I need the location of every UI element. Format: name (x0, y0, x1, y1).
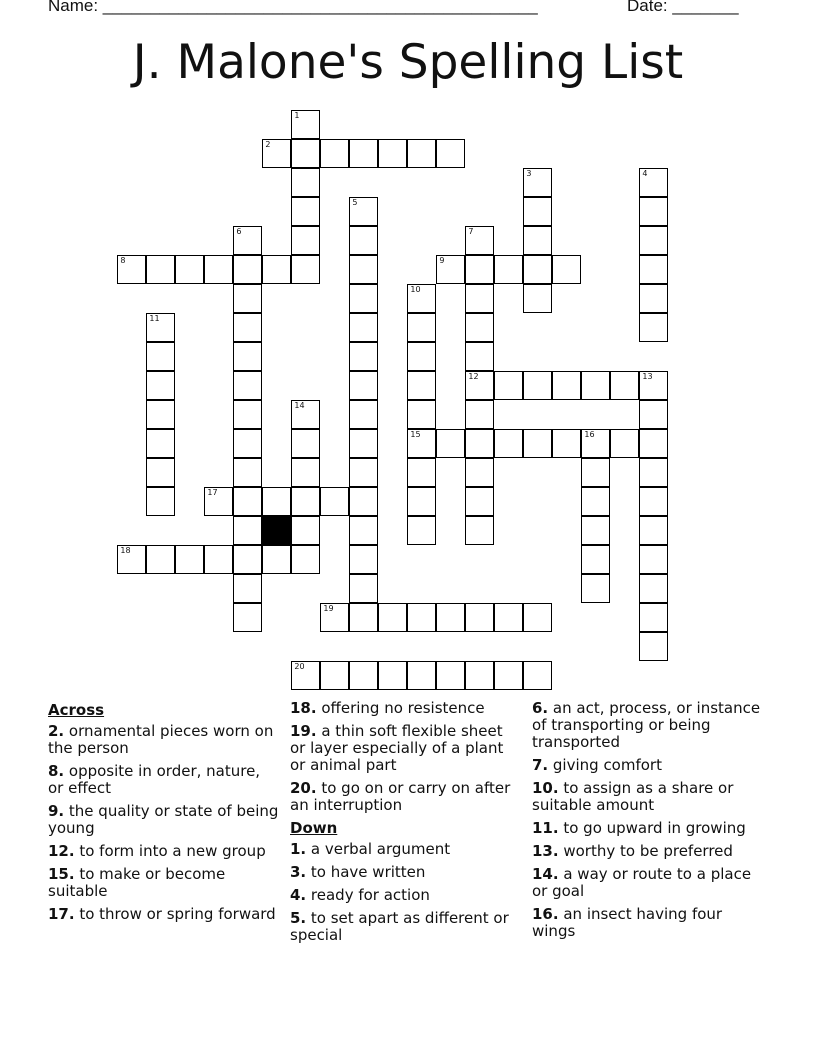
clue-item (290, 841, 522, 858)
grid-cell[interactable] (639, 313, 668, 342)
clue-item (532, 757, 764, 774)
grid-cell[interactable] (233, 342, 262, 371)
clue-item (290, 887, 522, 904)
grid-cell[interactable] (233, 429, 262, 458)
grid-cell[interactable] (610, 371, 639, 400)
clue-number: 17 (207, 488, 218, 498)
clue-number-label: 2. (48, 722, 65, 740)
grid-cell[interactable] (233, 371, 262, 400)
grid-cell[interactable] (407, 342, 436, 371)
grid-cell[interactable] (349, 400, 378, 429)
grid-cell[interactable] (233, 487, 262, 516)
grid-cell[interactable] (523, 284, 552, 313)
grid-cell[interactable] (175, 545, 204, 574)
grid-cell[interactable] (233, 400, 262, 429)
grid-cell[interactable] (262, 545, 291, 574)
clue-number-label: 20. (290, 779, 317, 797)
clue-text: a verbal argument (306, 840, 451, 858)
grid-cell[interactable] (146, 545, 175, 574)
clue-number-label: 4. (290, 886, 307, 904)
clue-number-label: 13. (532, 842, 559, 860)
grid-cell[interactable] (407, 429, 436, 458)
grid-cell[interactable] (349, 255, 378, 284)
grid-cell[interactable] (523, 197, 552, 226)
grid-cell[interactable] (581, 371, 610, 400)
grid-cell[interactable] (465, 429, 494, 458)
clue-number-label: 11. (532, 819, 559, 837)
grid-cell[interactable] (639, 516, 668, 545)
grid-cell[interactable] (146, 342, 175, 371)
clue-item (532, 906, 764, 940)
grid-cell[interactable] (349, 342, 378, 371)
grid-cell[interactable] (146, 400, 175, 429)
grid-cell[interactable] (349, 603, 378, 632)
clue-number: 18 (120, 546, 131, 556)
grid-cell[interactable] (146, 255, 175, 284)
grid-cell[interactable] (349, 458, 378, 487)
clue-text: ready for action (306, 886, 430, 904)
grid-cell[interactable] (639, 226, 668, 255)
grid-cell[interactable] (233, 574, 262, 603)
clue-text: to throw or spring forward (74, 905, 276, 923)
grid-cell[interactable] (639, 603, 668, 632)
date-field-label: Date: _______ (627, 0, 739, 15)
grid-cell[interactable] (639, 284, 668, 313)
grid-cell[interactable] (639, 487, 668, 516)
grid-cell[interactable] (349, 197, 378, 226)
clue-text: an act, process, or instance of transporting or being transported (532, 699, 761, 751)
grid-cell[interactable] (436, 429, 465, 458)
grid-cell[interactable] (465, 516, 494, 545)
clue-item (48, 843, 280, 860)
grid-cell[interactable] (494, 603, 523, 632)
grid-cell[interactable] (581, 545, 610, 574)
grid-cell[interactable] (465, 255, 494, 284)
clue-number: 8 (120, 256, 126, 266)
clue-item (48, 906, 280, 923)
clue-number: 20 (294, 662, 305, 672)
grid-cell[interactable] (146, 487, 175, 516)
grid-cell[interactable] (291, 400, 320, 429)
grid-cell[interactable] (581, 429, 610, 458)
grid-cell[interactable] (291, 226, 320, 255)
grid-cell[interactable] (233, 255, 262, 284)
grid-cell[interactable] (465, 284, 494, 313)
clue-text: to form into a new group (74, 842, 266, 860)
grid-cell[interactable] (639, 429, 668, 458)
grid-cell[interactable] (320, 139, 349, 168)
grid-cell[interactable] (639, 371, 668, 400)
clue-column-2 (290, 700, 522, 950)
clue-number-label: 1. (290, 840, 307, 858)
across-heading: Across (48, 701, 105, 719)
grid-cell[interactable] (639, 168, 668, 197)
grid-cell[interactable] (523, 603, 552, 632)
grid-cell[interactable] (407, 487, 436, 516)
grid-cell[interactable] (407, 458, 436, 487)
grid-cell[interactable] (610, 429, 639, 458)
grid-cell[interactable] (146, 371, 175, 400)
clue-number-label: 17. (48, 905, 75, 923)
grid-cell[interactable] (320, 661, 349, 690)
down-clue-list-continued (532, 700, 764, 940)
page-title: J. Malone's Spelling List (132, 35, 684, 90)
grid-cell[interactable] (349, 545, 378, 574)
grid-cell[interactable] (407, 284, 436, 313)
clue-number-label: 6. (532, 699, 549, 717)
clue-number: 3 (526, 169, 532, 179)
grid-cell[interactable] (523, 371, 552, 400)
grid-cell[interactable] (581, 574, 610, 603)
grid-cell[interactable] (349, 371, 378, 400)
grid-cell[interactable] (552, 371, 581, 400)
clue-number-label: 10. (532, 779, 559, 797)
grid-cell[interactable] (465, 400, 494, 429)
grid-cell[interactable] (349, 661, 378, 690)
grid-cell[interactable] (233, 313, 262, 342)
clue-text: giving comfort (548, 756, 662, 774)
grid-cell[interactable] (291, 458, 320, 487)
clue-number: 1 (294, 111, 300, 121)
clue-item (532, 780, 764, 814)
grid-cell[interactable] (523, 661, 552, 690)
grid-cell[interactable] (349, 313, 378, 342)
clue-number-label: 3. (290, 863, 307, 881)
clue-number-label: 9. (48, 802, 65, 820)
clue-number: 5 (352, 198, 358, 208)
grid-cell[interactable] (465, 371, 494, 400)
grid-cell[interactable] (436, 661, 465, 690)
clue-text: to make or become suitable (48, 865, 226, 900)
clue-number-label: 16. (532, 905, 559, 923)
grid-cell[interactable] (204, 487, 233, 516)
grid-cell[interactable] (639, 574, 668, 603)
grid-cell[interactable] (639, 197, 668, 226)
grid-cell[interactable] (465, 603, 494, 632)
clue-item (290, 864, 522, 881)
grid-cell[interactable] (552, 429, 581, 458)
grid-cell[interactable] (523, 429, 552, 458)
clue-number: 13 (642, 372, 653, 382)
clue-number-label: 15. (48, 865, 75, 883)
clue-number: 2 (265, 140, 271, 150)
grid-cell[interactable] (233, 226, 262, 255)
clue-item (48, 723, 280, 757)
grid-cell[interactable] (465, 342, 494, 371)
grid-cell[interactable] (291, 429, 320, 458)
grid-cell[interactable] (233, 458, 262, 487)
grid-cell[interactable] (291, 255, 320, 284)
clue-text: to go on or carry on after an interruption (290, 779, 511, 814)
clue-text: to assign as a share or suitable amount (532, 779, 734, 814)
grid-cell[interactable] (436, 139, 465, 168)
grid-cell[interactable] (465, 487, 494, 516)
grid-cell[interactable] (291, 661, 320, 690)
grid-cell[interactable] (494, 255, 523, 284)
clue-column-1 (48, 700, 280, 929)
grid-cell[interactable] (349, 429, 378, 458)
grid-cell[interactable] (581, 516, 610, 545)
clue-number: 12 (468, 372, 479, 382)
grid-cell[interactable] (581, 487, 610, 516)
clue-item (532, 866, 764, 900)
grid-cell[interactable] (262, 139, 291, 168)
grid-cell[interactable] (291, 197, 320, 226)
grid-cell[interactable] (407, 603, 436, 632)
grid-cell[interactable] (291, 545, 320, 574)
grid-cell[interactable] (320, 603, 349, 632)
grid-cell[interactable] (175, 255, 204, 284)
clue-number-label: 7. (532, 756, 549, 774)
clue-item (532, 820, 764, 837)
clue-item (290, 780, 522, 814)
grid-cell[interactable] (407, 139, 436, 168)
grid-cell[interactable] (233, 284, 262, 313)
grid-cell[interactable] (233, 516, 262, 545)
grid-cell[interactable] (349, 284, 378, 313)
clue-text: an insect having four wings (532, 905, 723, 940)
down-clue-list (290, 841, 522, 944)
grid-cell[interactable] (146, 458, 175, 487)
clue-item (48, 763, 280, 797)
grid-cell[interactable] (291, 168, 320, 197)
clue-text: a way or route to a place or goal (532, 865, 752, 900)
clue-item (48, 866, 280, 900)
grid-cell[interactable] (291, 139, 320, 168)
clue-number: 9 (439, 256, 445, 266)
grid-cell[interactable] (407, 371, 436, 400)
grid-cell[interactable] (523, 168, 552, 197)
across-clue-list (48, 723, 280, 923)
grid-cell[interactable] (639, 458, 668, 487)
clue-item (290, 700, 522, 717)
grid-cell[interactable] (349, 139, 378, 168)
grid-cell[interactable] (291, 110, 320, 139)
grid-cell[interactable] (407, 661, 436, 690)
clue-number-label: 12. (48, 842, 75, 860)
grid-cell[interactable] (262, 487, 291, 516)
clue-number-label: 18. (290, 699, 317, 717)
clue-number: 11 (149, 314, 160, 324)
grid-cell[interactable] (320, 487, 349, 516)
grid-cell[interactable] (436, 603, 465, 632)
grid-cell[interactable] (639, 255, 668, 284)
clue-text: the quality or state of being young (48, 802, 279, 837)
clue-text: to set apart as different or special (290, 909, 509, 944)
grid-cell[interactable] (204, 255, 233, 284)
grid-cell[interactable] (465, 226, 494, 255)
clue-text: to have written (306, 863, 426, 881)
grid-cell[interactable] (291, 516, 320, 545)
clue-text: ornamental pieces worn on the person (48, 722, 274, 757)
clue-number: 16 (584, 430, 595, 440)
clue-number: 7 (468, 227, 474, 237)
clue-number: 19 (323, 604, 334, 614)
grid-cell[interactable] (349, 487, 378, 516)
grid-cell[interactable] (523, 255, 552, 284)
grid-cell[interactable] (523, 226, 552, 255)
down-heading: Down (290, 819, 338, 837)
grid-cell[interactable] (378, 603, 407, 632)
grid-cell[interactable] (407, 313, 436, 342)
grid-cell[interactable] (349, 516, 378, 545)
clue-item (532, 700, 764, 751)
clue-number-label: 19. (290, 722, 317, 740)
grid-cell[interactable] (407, 516, 436, 545)
black-cell (262, 516, 291, 545)
grid-cell[interactable] (117, 255, 146, 284)
clue-item (290, 723, 522, 774)
grid-cell[interactable] (291, 487, 320, 516)
grid-cell[interactable] (436, 255, 465, 284)
grid-cell[interactable] (262, 255, 291, 284)
grid-cell[interactable] (639, 400, 668, 429)
grid-cell[interactable] (233, 545, 262, 574)
clue-number: 6 (236, 227, 242, 237)
grid-cell[interactable] (146, 429, 175, 458)
grid-cell[interactable] (378, 661, 407, 690)
grid-cell[interactable] (639, 545, 668, 574)
grid-cell[interactable] (349, 574, 378, 603)
clue-column-3 (532, 700, 764, 946)
clue-text: worthy to be preferred (558, 842, 733, 860)
grid-cell[interactable] (233, 603, 262, 632)
clue-number-label: 5. (290, 909, 307, 927)
clue-number: 10 (410, 285, 421, 295)
grid-cell[interactable] (494, 371, 523, 400)
clue-number-label: 14. (532, 865, 559, 883)
clue-text: offering no resistence (316, 699, 485, 717)
grid-cell[interactable] (407, 400, 436, 429)
clue-text: opposite in order, nature, or effect (48, 762, 261, 797)
clue-number-label: 8. (48, 762, 65, 780)
clue-number: 14 (294, 401, 305, 411)
grid-cell[interactable] (378, 139, 407, 168)
across-clue-list-continued (290, 700, 522, 814)
grid-cell[interactable] (494, 661, 523, 690)
grid-cell[interactable] (494, 429, 523, 458)
name-field-label: Name: ______________________________________________ (48, 0, 538, 15)
grid-cell[interactable] (349, 226, 378, 255)
grid-cell[interactable] (146, 313, 175, 342)
grid-cell[interactable] (552, 255, 581, 284)
clue-item (290, 910, 522, 944)
grid-cell[interactable] (465, 458, 494, 487)
grid-cell[interactable] (465, 313, 494, 342)
clue-item (48, 803, 280, 837)
grid-cell[interactable] (581, 458, 610, 487)
grid-cell[interactable] (465, 661, 494, 690)
grid-cell[interactable] (639, 632, 668, 661)
clue-number: 15 (410, 430, 421, 440)
clue-item (532, 843, 764, 860)
clue-text: to go upward in growing (558, 819, 746, 837)
grid-cell[interactable] (204, 545, 233, 574)
clue-number: 4 (642, 169, 648, 179)
grid-cell[interactable] (117, 545, 146, 574)
clue-text: a thin soft flexible sheet or layer especially of a plant or animal part (290, 722, 504, 774)
